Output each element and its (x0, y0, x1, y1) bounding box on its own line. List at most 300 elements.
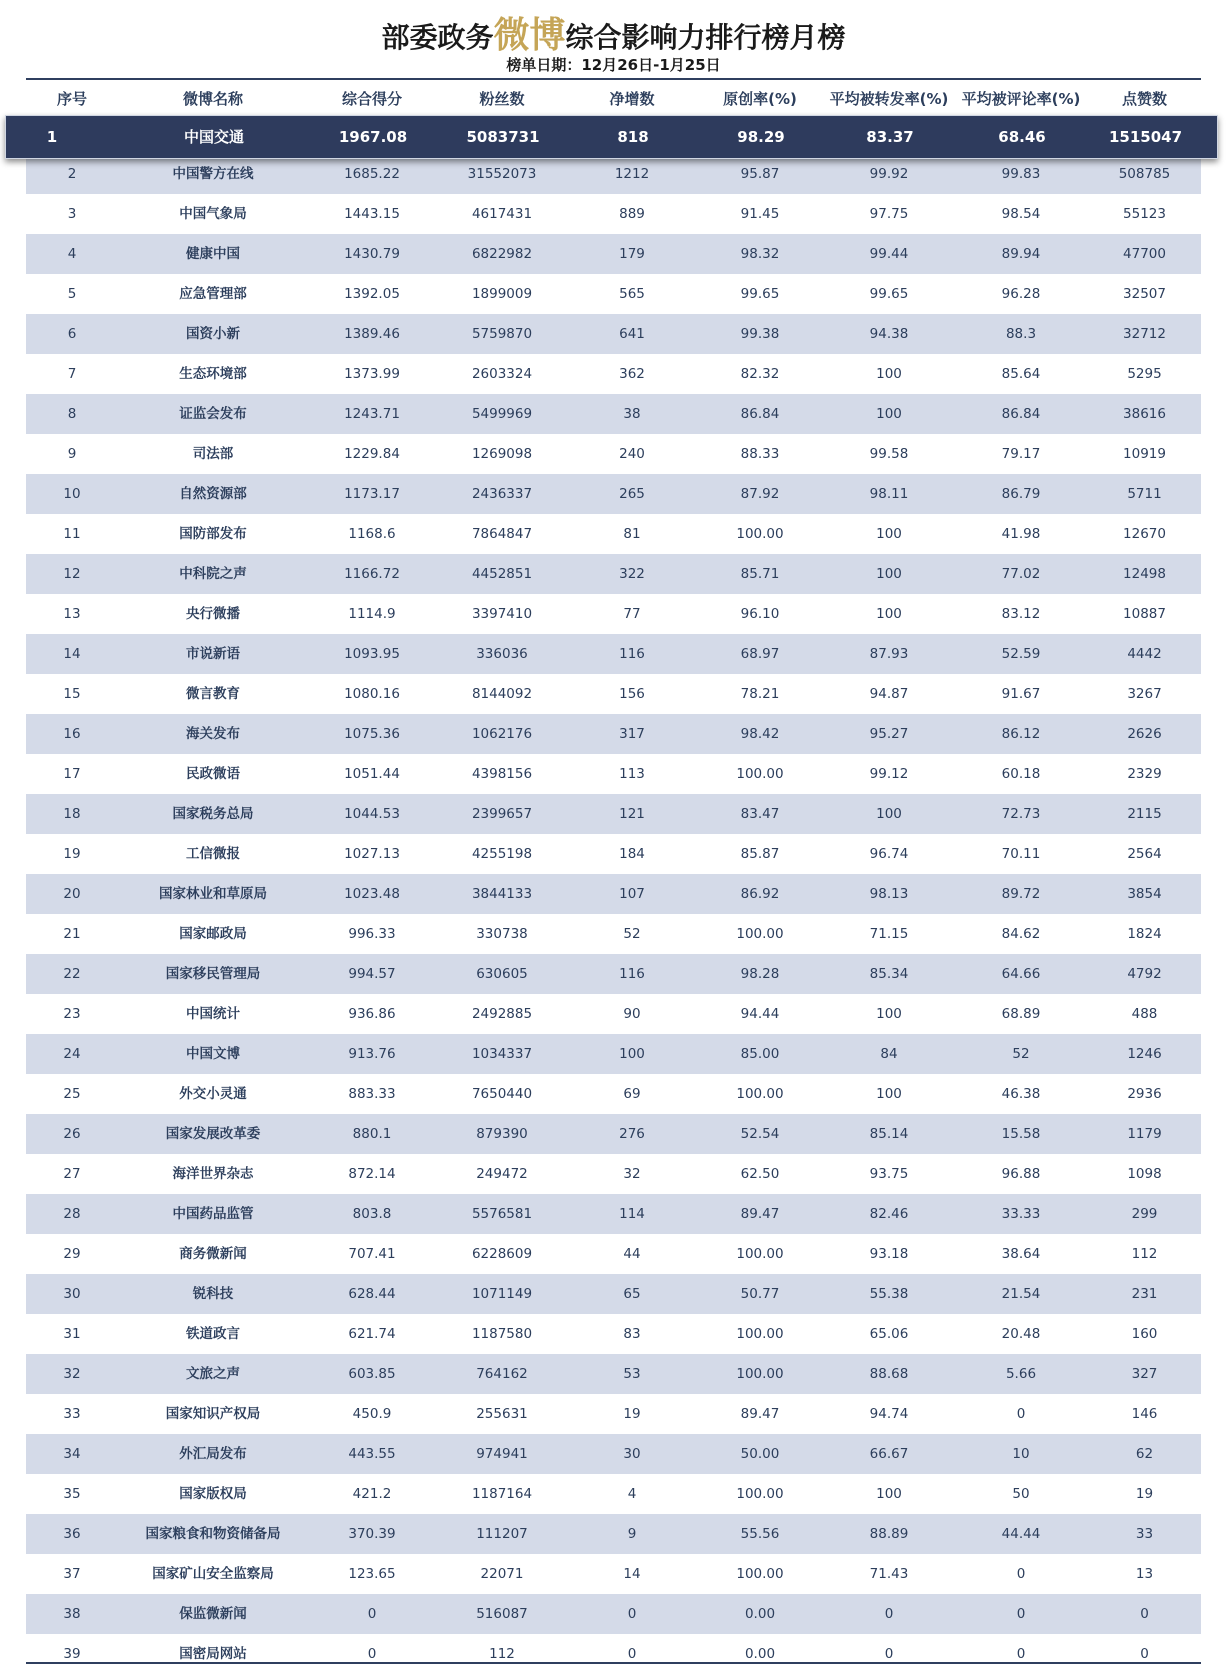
rank-cell: 29 (63, 1246, 81, 1262)
comment-rate-cell: 86.84 (1001, 406, 1041, 422)
date-range: 榜单日期：12月26日-1月25日 (506, 56, 721, 74)
net-growth-cell: 276 (619, 1126, 645, 1142)
likes-cell: 4792 (1127, 966, 1162, 982)
net-growth-cell: 179 (619, 246, 645, 262)
likes-cell: 0 (1140, 1606, 1149, 1622)
comment-rate-cell: 10 (1012, 1446, 1030, 1462)
repost-rate-cell: 55.38 (869, 1286, 909, 1302)
followers-cell: 3397410 (471, 606, 533, 622)
table-row (26, 1594, 1201, 1634)
comment-rate-cell: 98.54 (1001, 206, 1041, 222)
followers-cell: 4617431 (471, 206, 533, 222)
followers-cell: 879390 (476, 1126, 528, 1142)
original-rate-cell: 100.00 (736, 1326, 784, 1342)
original-rate-cell: 88.33 (740, 446, 780, 462)
repost-rate-cell: 99.58 (869, 446, 909, 462)
repost-rate-cell: 94.87 (869, 686, 909, 702)
table-row (26, 1474, 1201, 1514)
table-row (26, 1514, 1201, 1554)
likes-cell: 12670 (1123, 526, 1166, 542)
likes-cell: 1515047 (1108, 128, 1183, 146)
column-header: 综合得分 (341, 90, 402, 108)
followers-cell: 1899009 (471, 286, 533, 302)
original-rate-cell: 99.65 (740, 286, 780, 302)
original-rate-cell: 89.47 (740, 1406, 780, 1422)
rank-cell: 26 (63, 1126, 81, 1142)
column-header: 净增数 (609, 90, 655, 108)
rank-cell: 33 (63, 1406, 81, 1422)
likes-cell: 160 (1131, 1326, 1158, 1342)
table-row (26, 1234, 1201, 1274)
followers-cell: 112 (489, 1646, 515, 1662)
comment-rate-cell: 44.44 (1001, 1526, 1041, 1542)
repost-rate-cell: 65.06 (869, 1326, 909, 1342)
table-row (26, 474, 1201, 514)
net-growth-cell: 65 (623, 1286, 641, 1302)
table-row (26, 994, 1201, 1034)
likes-cell: 3854 (1127, 886, 1162, 902)
repost-rate-cell: 93.18 (869, 1246, 909, 1262)
comment-rate-cell: 77.02 (1001, 566, 1041, 582)
account-name-cell: 商务微新闻 (179, 1246, 247, 1262)
table-row (26, 754, 1201, 794)
table-row (26, 1554, 1201, 1594)
original-rate-cell: 85.00 (740, 1046, 780, 1062)
likes-cell: 327 (1131, 1366, 1158, 1382)
followers-cell: 7650440 (471, 1086, 533, 1102)
repost-rate-cell: 87.93 (869, 646, 909, 662)
table-row (26, 1634, 1201, 1674)
account-name-cell: 国家邮政局 (179, 926, 247, 942)
followers-cell: 4398156 (471, 766, 533, 782)
followers-cell: 6822982 (471, 246, 533, 262)
followers-cell: 249472 (476, 1166, 528, 1182)
repost-rate-cell: 93.75 (869, 1166, 909, 1182)
repost-rate-cell: 66.67 (869, 1446, 909, 1462)
original-rate-cell: 98.28 (740, 966, 780, 982)
original-rate-cell: 100.00 (736, 926, 784, 942)
comment-rate-cell: 52 (1012, 1046, 1030, 1062)
rank-cell: 37 (63, 1566, 81, 1582)
likes-cell: 4442 (1127, 646, 1162, 662)
original-rate-cell: 95.87 (740, 166, 780, 182)
followers-cell: 2399657 (471, 806, 533, 822)
original-rate-cell: 98.42 (740, 726, 780, 742)
score-cell: 603.85 (348, 1366, 396, 1382)
score-cell: 0 (367, 1646, 377, 1662)
score-cell: 1392.05 (344, 286, 400, 302)
followers-cell: 630605 (476, 966, 528, 982)
column-header: 原创率(%) (723, 90, 797, 108)
account-name-cell: 国家版权局 (179, 1486, 247, 1502)
comment-rate-cell: 79.17 (1001, 446, 1041, 462)
score-cell: 1075.36 (344, 726, 400, 742)
repost-rate-cell: 99.65 (869, 286, 909, 302)
table-row (26, 914, 1201, 954)
rank-cell: 12 (63, 566, 81, 582)
table-row (26, 274, 1201, 314)
original-rate-cell: 98.29 (737, 128, 785, 146)
score-cell: 1027.13 (344, 846, 400, 862)
score-cell: 628.44 (348, 1286, 396, 1302)
score-cell: 880.1 (352, 1126, 392, 1142)
account-name-cell: 工信微报 (186, 846, 240, 862)
net-growth-cell: 77 (623, 606, 641, 622)
account-name-cell: 中国统计 (186, 1006, 240, 1022)
repost-rate-cell: 0 (884, 1646, 894, 1662)
net-growth-cell: 52 (623, 926, 641, 942)
repost-rate-cell: 99.12 (869, 766, 909, 782)
net-growth-cell: 184 (619, 846, 645, 862)
rank-cell: 6 (67, 326, 77, 342)
comment-rate-cell: 89.94 (1001, 246, 1041, 262)
followers-cell: 111207 (476, 1526, 528, 1542)
account-name-cell: 国家税务总局 (172, 806, 254, 822)
comment-rate-cell: 41.98 (1001, 526, 1041, 542)
account-name-cell: 中国气象局 (179, 206, 247, 222)
likes-cell: 10919 (1123, 446, 1166, 462)
repost-rate-cell: 0 (884, 1606, 894, 1622)
score-cell: 0 (367, 1606, 377, 1622)
repost-rate-cell: 100 (876, 806, 902, 822)
rank-cell: 3 (67, 206, 77, 222)
followers-cell: 1062176 (471, 726, 533, 742)
account-name-cell: 司法部 (192, 446, 234, 462)
table-row (26, 1274, 1201, 1314)
likes-cell: 62 (1135, 1446, 1154, 1462)
likes-cell: 32712 (1123, 326, 1166, 342)
rank-cell: 23 (63, 1006, 81, 1022)
original-rate-cell: 55.56 (740, 1526, 780, 1542)
followers-cell: 2492885 (471, 1006, 533, 1022)
net-growth-cell: 44 (623, 1246, 641, 1262)
score-cell: 123.65 (348, 1566, 396, 1582)
account-name-cell: 中科院之声 (179, 566, 247, 582)
likes-cell: 10887 (1123, 606, 1166, 622)
table-row (26, 1434, 1201, 1474)
repost-rate-cell: 85.34 (869, 966, 909, 982)
followers-cell: 2603324 (471, 366, 533, 382)
rank-cell: 20 (63, 886, 81, 902)
rank-cell: 14 (63, 646, 81, 662)
table-row (26, 394, 1201, 434)
column-header: 平均被评论率(%) (961, 90, 1081, 108)
comment-rate-cell: 0 (1016, 1406, 1026, 1422)
account-name-cell: 国家矿山安全监察局 (152, 1566, 274, 1582)
net-growth-cell: 107 (619, 886, 645, 902)
rank-cell: 34 (63, 1446, 81, 1462)
title-prefix: 部委政务 (381, 21, 494, 54)
score-cell: 1243.71 (344, 406, 400, 422)
repost-rate-cell: 99.92 (869, 166, 909, 182)
repost-rate-cell: 71.43 (869, 1566, 909, 1582)
table-row (26, 234, 1201, 274)
followers-cell: 31552073 (467, 166, 537, 182)
score-cell: 1173.17 (344, 486, 400, 502)
comment-rate-cell: 21.54 (1001, 1286, 1041, 1302)
followers-cell: 3844133 (471, 886, 533, 902)
original-rate-cell: 94.44 (740, 1006, 780, 1022)
followers-cell: 4255198 (471, 846, 533, 862)
repost-rate-cell: 85.14 (869, 1126, 909, 1142)
followers-cell: 4452851 (471, 566, 533, 582)
followers-cell: 1071149 (471, 1286, 533, 1302)
net-growth-cell: 889 (619, 206, 645, 222)
original-rate-cell: 100.00 (736, 526, 784, 542)
score-cell: 872.14 (348, 1166, 396, 1182)
column-header: 平均被转发率(%) (829, 90, 949, 108)
table-row (26, 674, 1201, 714)
account-name-cell: 铁道政言 (186, 1326, 240, 1342)
score-cell: 421.2 (352, 1486, 392, 1502)
account-name-cell: 民政微语 (186, 766, 240, 782)
title-suffix: 综合影响力排行榜月榜 (565, 21, 846, 54)
table-row (26, 714, 1201, 754)
likes-cell: 0 (1140, 1646, 1149, 1662)
net-growth-cell: 9 (627, 1526, 637, 1542)
account-name-cell: 国家发展改革委 (165, 1126, 261, 1142)
net-growth-cell: 14 (623, 1566, 641, 1582)
score-cell: 996.33 (348, 926, 396, 942)
rank-cell: 5 (67, 286, 77, 302)
net-growth-cell: 69 (623, 1086, 641, 1102)
table-row (26, 794, 1201, 834)
followers-cell: 7864847 (471, 526, 533, 542)
comment-rate-cell: 70.11 (1001, 846, 1041, 862)
table-row (26, 954, 1201, 994)
original-rate-cell: 85.71 (740, 566, 780, 582)
rank-cell: 17 (63, 766, 81, 782)
account-name-cell: 国防部发布 (179, 526, 247, 542)
table-row (26, 154, 1201, 194)
net-growth-cell: 121 (619, 806, 645, 822)
net-growth-cell: 156 (619, 686, 645, 702)
repost-rate-cell: 94.38 (869, 326, 909, 342)
likes-cell: 1098 (1127, 1166, 1162, 1182)
rank-cell: 19 (63, 846, 81, 862)
comment-rate-cell: 86.79 (1001, 486, 1041, 502)
comment-rate-cell: 88.3 (1005, 326, 1037, 342)
likes-cell: 2564 (1127, 846, 1162, 862)
comment-rate-cell: 68.89 (1001, 1006, 1041, 1022)
likes-cell: 1246 (1127, 1046, 1162, 1062)
net-growth-cell: 0 (627, 1606, 637, 1622)
net-growth-cell: 81 (623, 526, 641, 542)
original-rate-cell: 87.92 (740, 486, 780, 502)
table-row (26, 1354, 1201, 1394)
score-cell: 370.39 (348, 1526, 396, 1542)
net-growth-cell: 322 (619, 566, 645, 582)
account-name-cell: 海洋世界杂志 (172, 1166, 254, 1182)
net-growth-cell: 317 (619, 726, 645, 742)
repost-rate-cell: 84 (880, 1046, 898, 1062)
comment-rate-cell: 0 (1016, 1646, 1026, 1662)
repost-rate-cell: 100 (876, 1086, 902, 1102)
original-rate-cell: 96.10 (740, 606, 780, 622)
rank-cell: 10 (63, 486, 81, 502)
account-name-cell: 中国药品监管 (172, 1206, 254, 1222)
comment-rate-cell: 68.46 (998, 128, 1046, 146)
net-growth-cell: 240 (619, 446, 645, 462)
table-header (26, 82, 1201, 116)
table-row (26, 1154, 1201, 1194)
net-growth-cell: 32 (623, 1166, 641, 1182)
followers-cell: 2436337 (471, 486, 533, 502)
rank-cell: 22 (63, 966, 81, 982)
net-growth-cell: 818 (617, 128, 649, 146)
score-cell: 994.57 (348, 966, 396, 982)
net-growth-cell: 116 (619, 966, 645, 982)
net-growth-cell: 83 (623, 1326, 641, 1342)
account-name-cell: 证监会发布 (179, 406, 247, 422)
likes-cell: 2115 (1127, 806, 1162, 822)
account-name-cell: 国密局网站 (179, 1646, 247, 1662)
repost-rate-cell: 97.75 (869, 206, 909, 222)
account-name-cell: 国家知识产权局 (165, 1406, 261, 1422)
table-row (26, 554, 1201, 594)
original-rate-cell: 82.32 (740, 366, 780, 382)
likes-cell: 12498 (1123, 566, 1166, 582)
rank-cell: 15 (63, 686, 81, 702)
original-rate-cell: 83.47 (740, 806, 780, 822)
account-name-cell: 中国交通 (183, 128, 244, 146)
net-growth-cell: 30 (623, 1446, 641, 1462)
account-name-cell: 微言教育 (186, 686, 240, 702)
account-name-cell: 国家移民管理局 (165, 966, 261, 982)
table-row (26, 314, 1201, 354)
rank-cell: 9 (67, 446, 77, 462)
score-cell: 1967.08 (338, 128, 408, 146)
rank-cell: 38 (63, 1606, 81, 1622)
table-row (26, 514, 1201, 554)
comment-rate-cell: 72.73 (1001, 806, 1041, 822)
followers-cell: 330738 (476, 926, 528, 942)
followers-cell: 6228609 (471, 1246, 533, 1262)
account-name-cell: 中国警方在线 (172, 166, 254, 182)
repost-rate-cell: 100 (876, 1006, 902, 1022)
comment-rate-cell: 99.83 (1001, 166, 1041, 182)
comment-rate-cell: 0 (1016, 1566, 1026, 1582)
score-cell: 1685.22 (344, 166, 400, 182)
comment-rate-cell: 84.62 (1001, 926, 1041, 942)
likes-cell: 488 (1131, 1006, 1158, 1022)
comment-rate-cell: 64.66 (1001, 966, 1041, 982)
likes-cell: 3267 (1127, 686, 1162, 702)
score-cell: 1443.15 (344, 206, 400, 222)
score-cell: 621.74 (348, 1326, 396, 1342)
net-growth-cell: 53 (623, 1366, 641, 1382)
likes-cell: 231 (1131, 1286, 1158, 1302)
original-rate-cell: 91.45 (740, 206, 780, 222)
followers-cell: 1187580 (471, 1326, 533, 1342)
followers-cell: 516087 (476, 1606, 528, 1622)
rank-cell: 24 (63, 1046, 81, 1062)
likes-cell: 5295 (1127, 366, 1162, 382)
account-name-cell: 文旅之声 (186, 1366, 240, 1382)
table-row (26, 874, 1201, 914)
original-rate-cell: 99.38 (740, 326, 780, 342)
original-rate-cell: 86.92 (740, 886, 780, 902)
original-rate-cell: 50.00 (740, 1446, 780, 1462)
net-growth-cell: 114 (619, 1206, 645, 1222)
rank-cell: 35 (63, 1486, 81, 1502)
account-name-cell: 自然资源部 (179, 486, 247, 502)
score-cell: 803.8 (352, 1206, 392, 1222)
rank-cell: 7 (67, 366, 77, 382)
column-header: 微博名称 (182, 90, 243, 108)
table-row (26, 834, 1201, 874)
score-cell: 913.76 (348, 1046, 396, 1062)
comment-rate-cell: 38.64 (1001, 1246, 1041, 1262)
original-rate-cell: 100.00 (736, 766, 784, 782)
comment-rate-cell: 89.72 (1001, 886, 1041, 902)
table-row (26, 1074, 1201, 1114)
repost-rate-cell: 96.74 (869, 846, 909, 862)
repost-rate-cell: 95.27 (869, 726, 909, 742)
score-cell: 936.86 (348, 1006, 396, 1022)
rank-cell: 36 (63, 1526, 81, 1542)
likes-cell: 19 (1135, 1486, 1154, 1502)
rank-cell: 16 (63, 726, 81, 742)
account-name-cell: 锐科技 (192, 1286, 234, 1302)
table-row (26, 194, 1201, 234)
rank-cell: 28 (63, 1206, 81, 1222)
likes-cell: 508785 (1118, 166, 1171, 182)
original-rate-cell: 78.21 (740, 686, 780, 702)
net-growth-cell: 38 (623, 406, 641, 422)
followers-cell: 8144092 (471, 686, 533, 702)
comment-rate-cell: 60.18 (1001, 766, 1041, 782)
score-cell: 1166.72 (344, 566, 400, 582)
original-rate-cell: 52.54 (740, 1126, 780, 1142)
table-row (26, 1314, 1201, 1354)
followers-cell: 336036 (476, 646, 528, 662)
table-row (26, 354, 1201, 394)
score-cell: 1080.16 (344, 686, 400, 702)
repost-rate-cell: 100 (876, 366, 902, 382)
score-cell: 443.55 (348, 1446, 396, 1462)
account-name-cell: 国资小新 (186, 326, 240, 342)
comment-rate-cell: 85.64 (1001, 366, 1041, 382)
comment-rate-cell: 5.66 (1005, 1366, 1037, 1382)
repost-rate-cell: 100 (876, 406, 902, 422)
column-header: 点赞数 (1121, 90, 1167, 108)
score-cell: 1044.53 (344, 806, 400, 822)
score-cell: 1229.84 (344, 446, 400, 462)
followers-cell: 1187164 (471, 1486, 533, 1502)
score-cell: 450.9 (352, 1406, 392, 1422)
score-cell: 1051.44 (344, 766, 400, 782)
net-growth-cell: 116 (619, 646, 645, 662)
comment-rate-cell: 50 (1012, 1486, 1030, 1502)
rank-cell: 21 (63, 926, 81, 942)
rank-cell: 11 (63, 526, 81, 542)
likes-cell: 299 (1131, 1206, 1158, 1222)
title-highlight: 微博 (493, 15, 566, 56)
table-row (26, 634, 1201, 674)
likes-cell: 1179 (1127, 1126, 1162, 1142)
bottom-divider (26, 1662, 1201, 1664)
repost-rate-cell: 99.44 (869, 246, 909, 262)
account-name-cell: 海关发布 (186, 726, 240, 742)
table-row (26, 594, 1201, 634)
account-name-cell: 国家林业和草原局 (159, 886, 267, 902)
repost-rate-cell: 88.89 (869, 1526, 909, 1542)
account-name-cell: 生态环境部 (179, 366, 247, 382)
repost-rate-cell: 98.13 (869, 886, 909, 902)
comment-rate-cell: 20.48 (1001, 1326, 1041, 1342)
likes-cell: 32507 (1123, 286, 1166, 302)
